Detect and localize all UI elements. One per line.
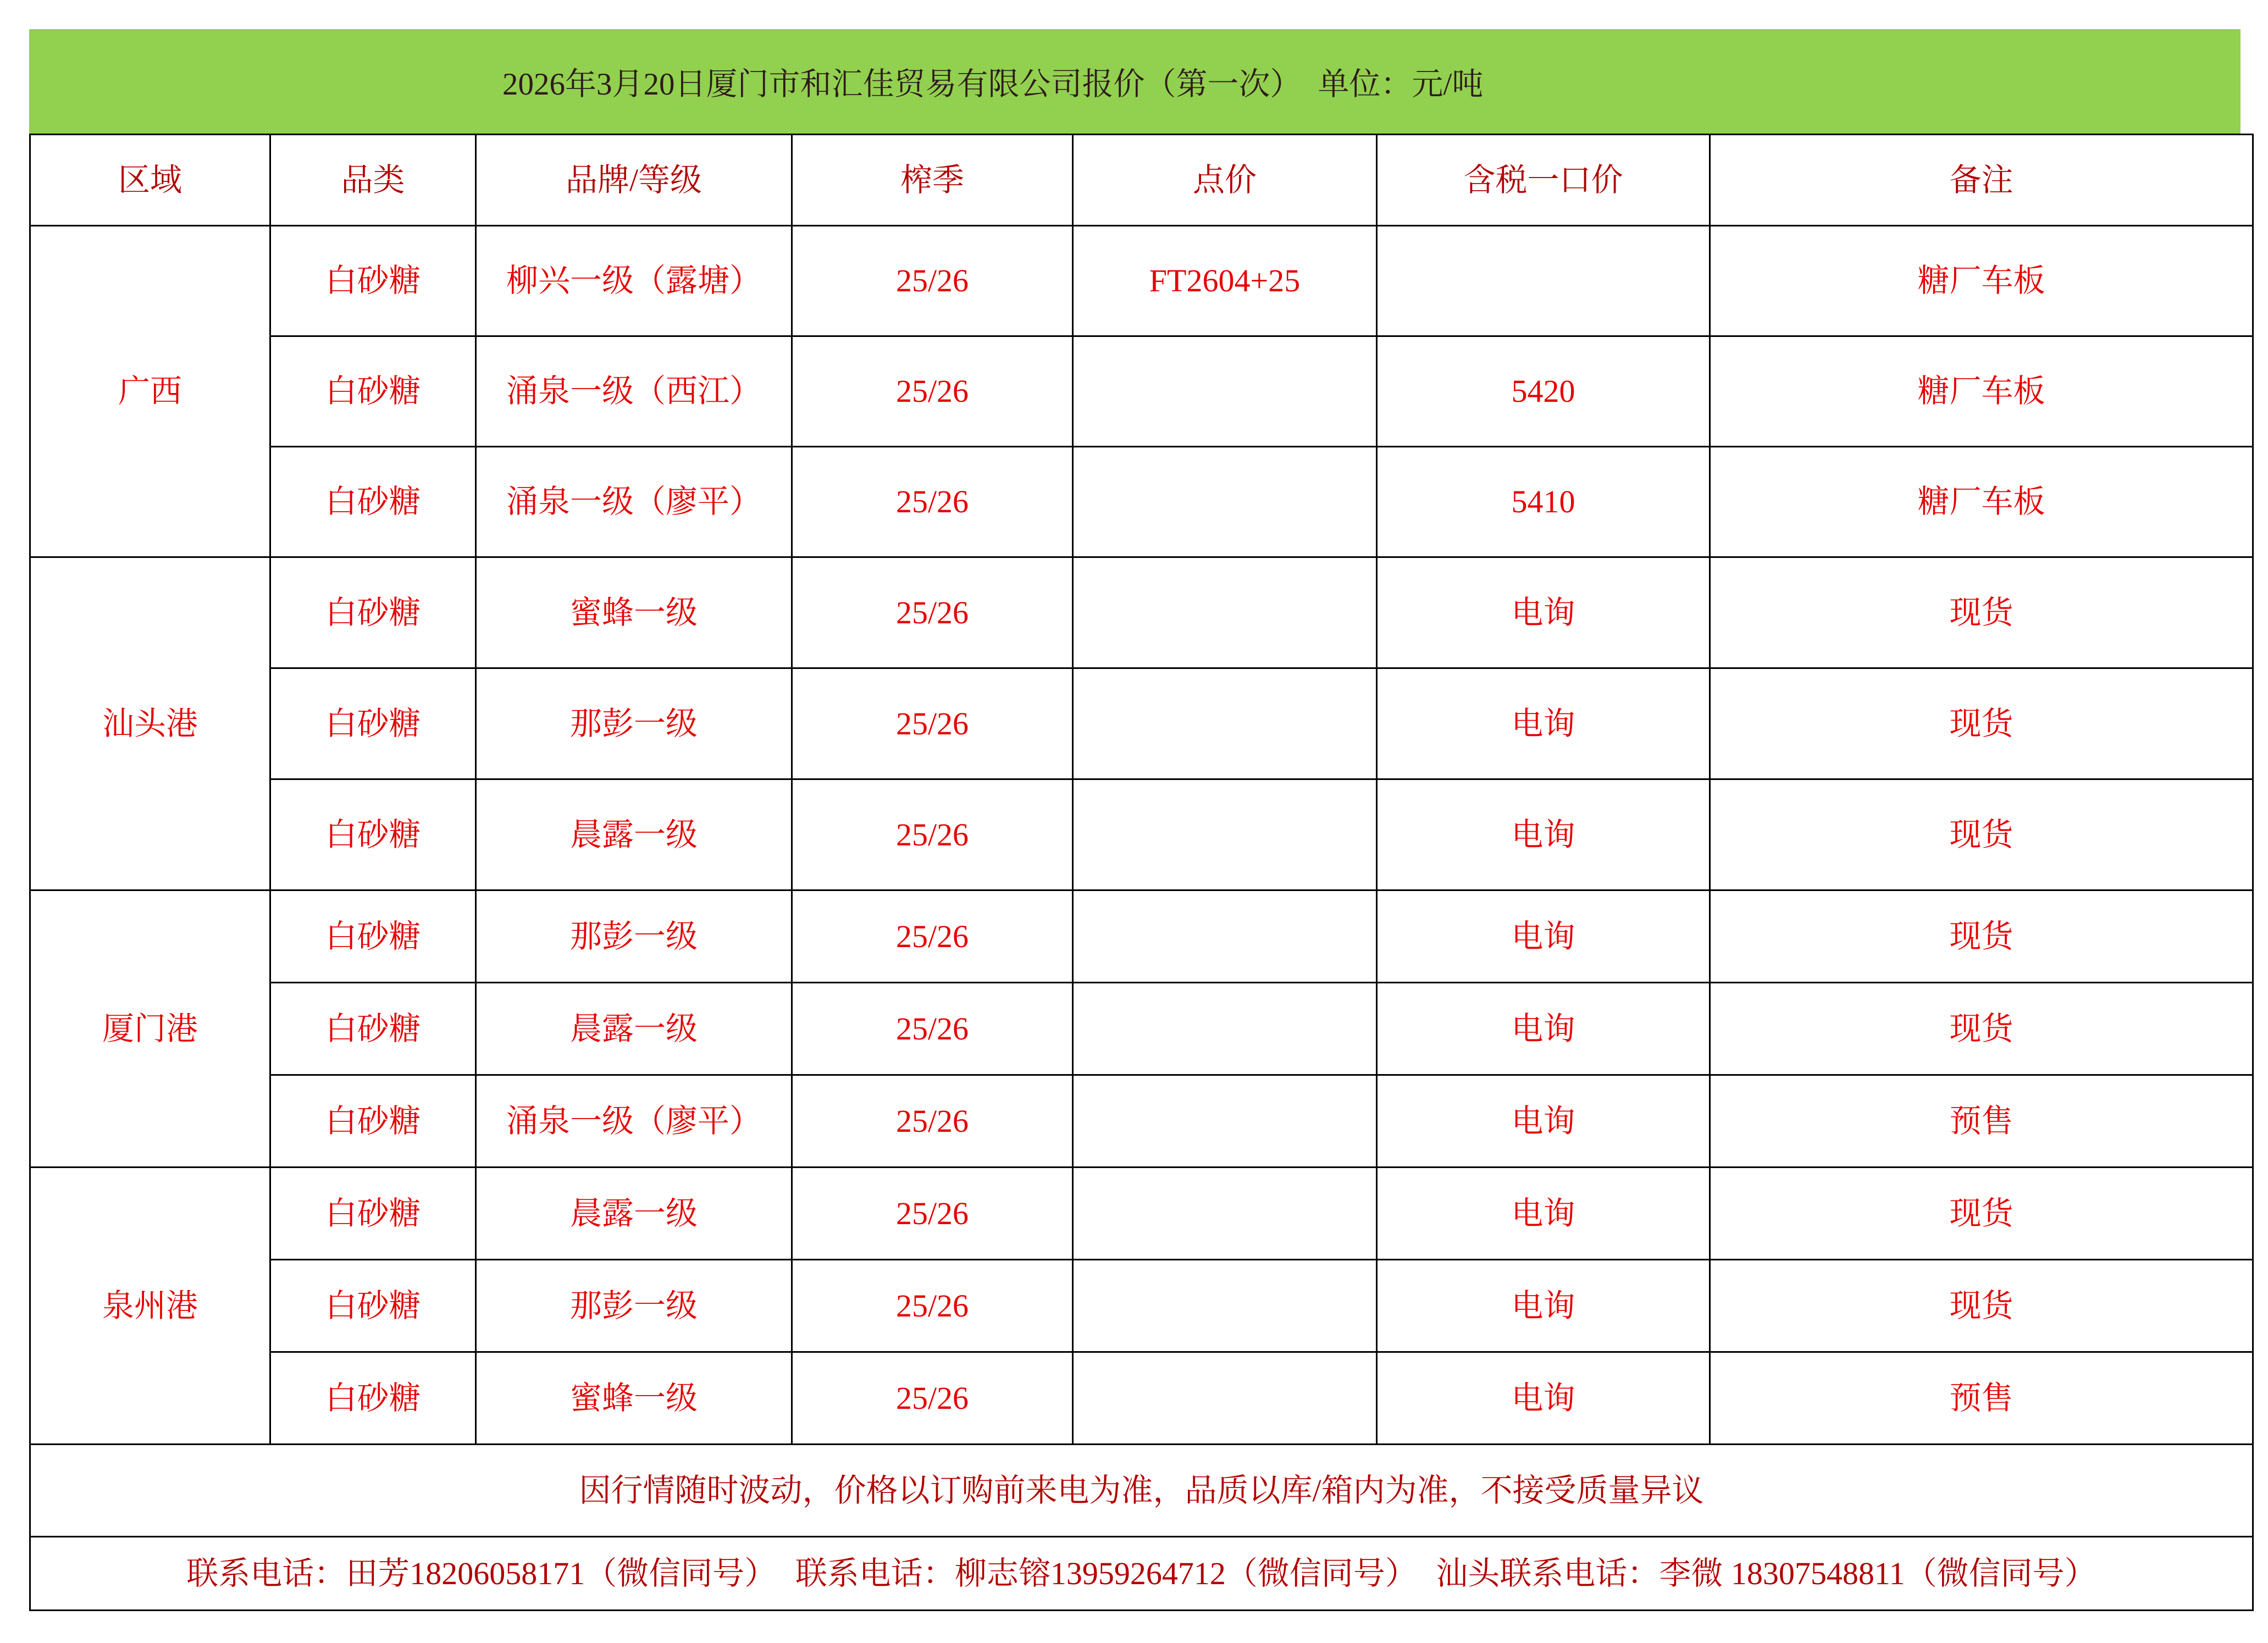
brand-grade-cell: 涌泉一级（西江）: [476, 336, 792, 447]
region-cell: 厦门港: [30, 890, 270, 1168]
contact-1: 联系电话：田芳18206058171（微信同号）: [186, 1555, 777, 1591]
point-price-cell: [1073, 1075, 1377, 1168]
unit-label: 单位：元/吨: [1318, 67, 1484, 102]
point-price-cell: [1073, 336, 1377, 447]
price-cell: 电询: [1377, 1260, 1710, 1352]
table-row: [30, 1075, 2253, 1168]
title-bar: [29, 29, 2241, 134]
brand-grade-cell: 蜜蜂一级: [476, 1352, 792, 1445]
price-cell: 电询: [1377, 779, 1710, 890]
category-cell: 白砂糖: [270, 1352, 476, 1445]
table-row: [30, 1352, 2253, 1445]
season-cell: 25/26: [792, 557, 1073, 668]
price-cell: 电询: [1377, 1075, 1710, 1168]
col-header-region: 区域: [30, 135, 270, 226]
remark-cell: 糖厂车板: [1710, 447, 2253, 557]
category-cell: 白砂糖: [270, 779, 476, 890]
remark-cell: 现货: [1710, 890, 2253, 983]
col-header-point-price: 点价: [1073, 135, 1377, 226]
point-price-cell: [1073, 1352, 1377, 1445]
point-price-cell: [1073, 668, 1377, 779]
category-cell: 白砂糖: [270, 1260, 476, 1352]
contact-2: 联系电话：柳志镕13959264712（微信同号）: [795, 1555, 1417, 1591]
contact-row: [30, 1537, 2253, 1611]
col-header-price: 含税一口价: [1377, 135, 1710, 226]
category-cell: 白砂糖: [270, 1075, 476, 1168]
contact-info: [30, 1537, 2253, 1611]
table-row: [30, 1168, 2253, 1260]
brand-grade-cell: 那彭一级: [476, 890, 792, 983]
remark-cell: 糖厂车板: [1710, 226, 2253, 336]
brand-grade-cell: 晨露一级: [476, 1168, 792, 1260]
contact-3: 汕头联系电话：李微 18307548811（微信同号）: [1436, 1555, 2096, 1591]
price-cell: 电询: [1377, 668, 1710, 779]
price-cell: [1377, 226, 1710, 336]
region-cell: 汕头港: [30, 557, 270, 890]
season-cell: 25/26: [792, 447, 1073, 557]
remark-cell: 现货: [1710, 983, 2253, 1075]
header-row: [30, 135, 2253, 226]
col-header-remark: 备注: [1710, 135, 2253, 226]
category-cell: 白砂糖: [270, 1168, 476, 1260]
quote-title: 2026年3月20日厦门市和汇佳贸易有限公司报价（第一次）: [502, 67, 1302, 102]
table-row: [30, 668, 2253, 779]
category-cell: 白砂糖: [270, 890, 476, 983]
table-row: [30, 1260, 2253, 1352]
brand-grade-cell: 晨露一级: [476, 983, 792, 1075]
season-cell: 25/26: [792, 983, 1073, 1075]
season-cell: 25/26: [792, 1260, 1073, 1352]
category-cell: 白砂糖: [270, 983, 476, 1075]
price-cell: 电询: [1377, 1168, 1710, 1260]
point-price-cell: [1073, 983, 1377, 1075]
remark-cell: 预售: [1710, 1352, 2253, 1445]
season-cell: 25/26: [792, 226, 1073, 336]
point-price-cell: [1073, 1168, 1377, 1260]
point-price-cell: [1073, 890, 1377, 983]
category-cell: 白砂糖: [270, 557, 476, 668]
category-cell: 白砂糖: [270, 668, 476, 779]
remark-cell: 现货: [1710, 1168, 2253, 1260]
price-table: [29, 134, 2254, 1611]
category-cell: 白砂糖: [270, 447, 476, 557]
remark-cell: 现货: [1710, 668, 2253, 779]
brand-grade-cell: 涌泉一级（廖平）: [476, 447, 792, 557]
point-price-cell: FT2604+25: [1073, 226, 1377, 336]
table-row: [30, 557, 2253, 668]
table-row: [30, 890, 2253, 983]
remark-cell: 现货: [1710, 557, 2253, 668]
category-cell: 白砂糖: [270, 336, 476, 447]
category-cell: 白砂糖: [270, 226, 476, 336]
price-cell: 5410: [1377, 447, 1710, 557]
price-cell: 5420: [1377, 336, 1710, 447]
point-price-cell: [1073, 1260, 1377, 1352]
season-cell: 25/26: [792, 779, 1073, 890]
season-cell: 25/26: [792, 668, 1073, 779]
brand-grade-cell: 蜜蜂一级: [476, 557, 792, 668]
brand-grade-cell: 晨露一级: [476, 779, 792, 890]
region-cell: 广西: [30, 226, 270, 557]
disclaimer-note: 因行情随时波动，价格以订购前来电为准，品质以库/箱内为准，不接受质量异议: [30, 1445, 2253, 1537]
col-header-brand-grade: 品牌/等级: [476, 135, 792, 226]
note-row: [30, 1445, 2253, 1537]
table-row: [30, 983, 2253, 1075]
table-row: [30, 447, 2253, 557]
season-cell: 25/26: [792, 1075, 1073, 1168]
table-row: [30, 226, 2253, 336]
price-cell: 电询: [1377, 890, 1710, 983]
col-header-season: 榨季: [792, 135, 1073, 226]
remark-cell: 现货: [1710, 1260, 2253, 1352]
season-cell: 25/26: [792, 1168, 1073, 1260]
season-cell: 25/26: [792, 1352, 1073, 1445]
brand-grade-cell: 涌泉一级（廖平）: [476, 1075, 792, 1168]
region-cell: 泉州港: [30, 1168, 270, 1445]
point-price-cell: [1073, 557, 1377, 668]
point-price-cell: [1073, 779, 1377, 890]
table-row: [30, 779, 2253, 890]
season-cell: 25/26: [792, 890, 1073, 983]
brand-grade-cell: 那彭一级: [476, 1260, 792, 1352]
table-row: [30, 336, 2253, 447]
season-cell: 25/26: [792, 336, 1073, 447]
remark-cell: 预售: [1710, 1075, 2253, 1168]
brand-grade-cell: 那彭一级: [476, 668, 792, 779]
point-price-cell: [1073, 447, 1377, 557]
price-cell: 电询: [1377, 983, 1710, 1075]
price-cell: 电询: [1377, 557, 1710, 668]
col-header-category: 品类: [270, 135, 476, 226]
brand-grade-cell: 柳兴一级（露塘）: [476, 226, 792, 336]
remark-cell: 糖厂车板: [1710, 336, 2253, 447]
price-cell: 电询: [1377, 1352, 1710, 1445]
remark-cell: 现货: [1710, 779, 2253, 890]
price-sheet: [29, 29, 2241, 1611]
